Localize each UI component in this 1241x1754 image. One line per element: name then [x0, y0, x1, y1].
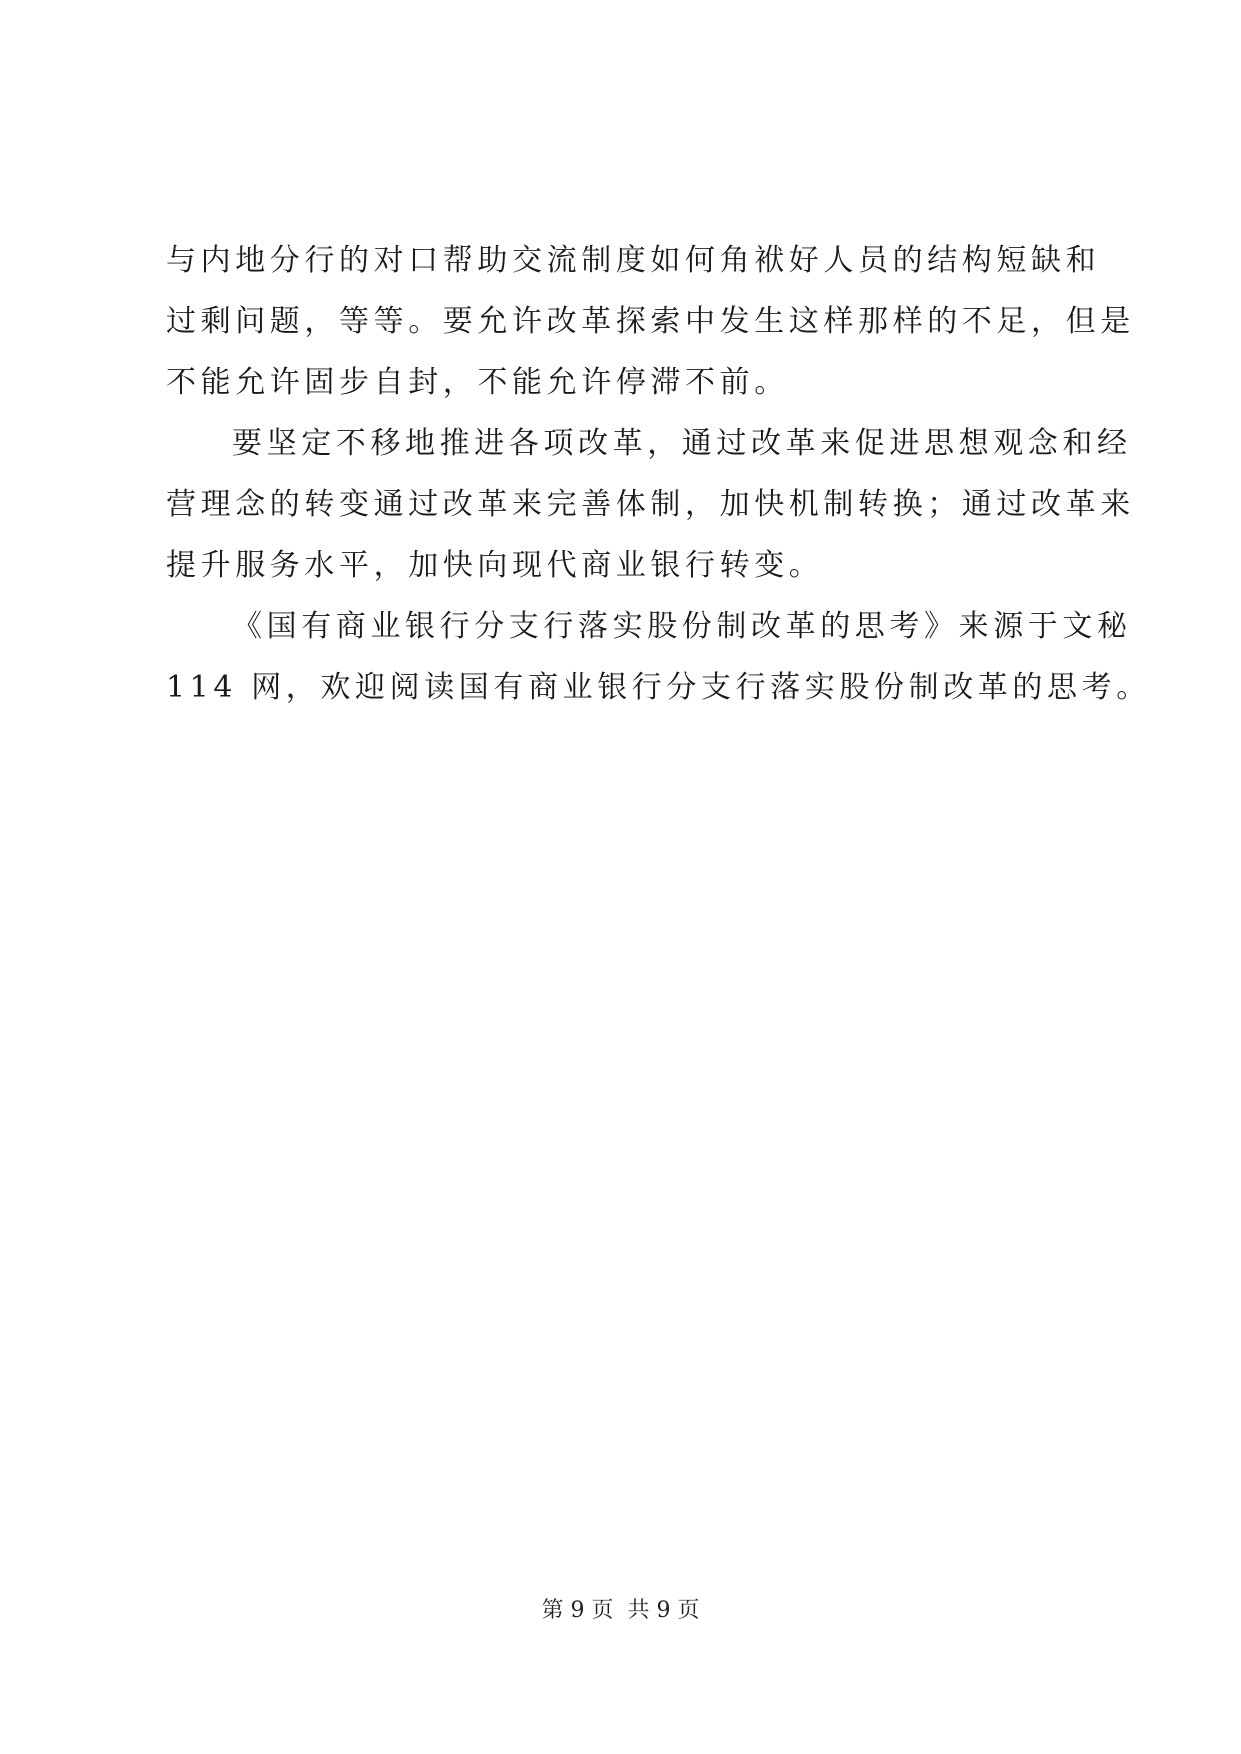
paragraph-line: 114 网，欢迎阅读国有商业银行分支行落实股份制改革的思考。 — [166, 670, 1151, 705]
page-total: 共 9 页 — [627, 1598, 700, 1623]
footer-spacer — [614, 1598, 628, 1623]
paragraph-2 — [166, 413, 1135, 596]
paragraph-line: 不能允许固步自封，不能允许停滞不前。 — [166, 365, 789, 400]
paragraph-line: 《国有商业银行分支行落实股份制改革的思考》来源于文秘 — [232, 609, 1132, 644]
paragraph-3 — [166, 596, 1151, 718]
page-footer — [0, 1596, 1241, 1626]
paragraph-line: 与内地分行的对口帮助交流制度如何角袱好人员的结构短缺和 — [166, 243, 1101, 278]
paragraph-line: 提升服务水平，加快向现代商业银行转变。 — [166, 548, 824, 583]
page-number: 第 9 页 — [541, 1598, 614, 1623]
document-body — [166, 230, 1151, 718]
paragraph-line: 过剩问题，等等。要允许改革探索中发生这样那样的不足，但是 — [166, 304, 1135, 339]
paragraph-1 — [166, 230, 1135, 413]
paragraph-line: 要坚定不移地推进各项改革，通过改革来促进思想观念和经 — [232, 426, 1132, 461]
paragraph-line: 营理念的转变通过改革来完善体制，加快机制转换；通过改革来 — [166, 487, 1135, 522]
